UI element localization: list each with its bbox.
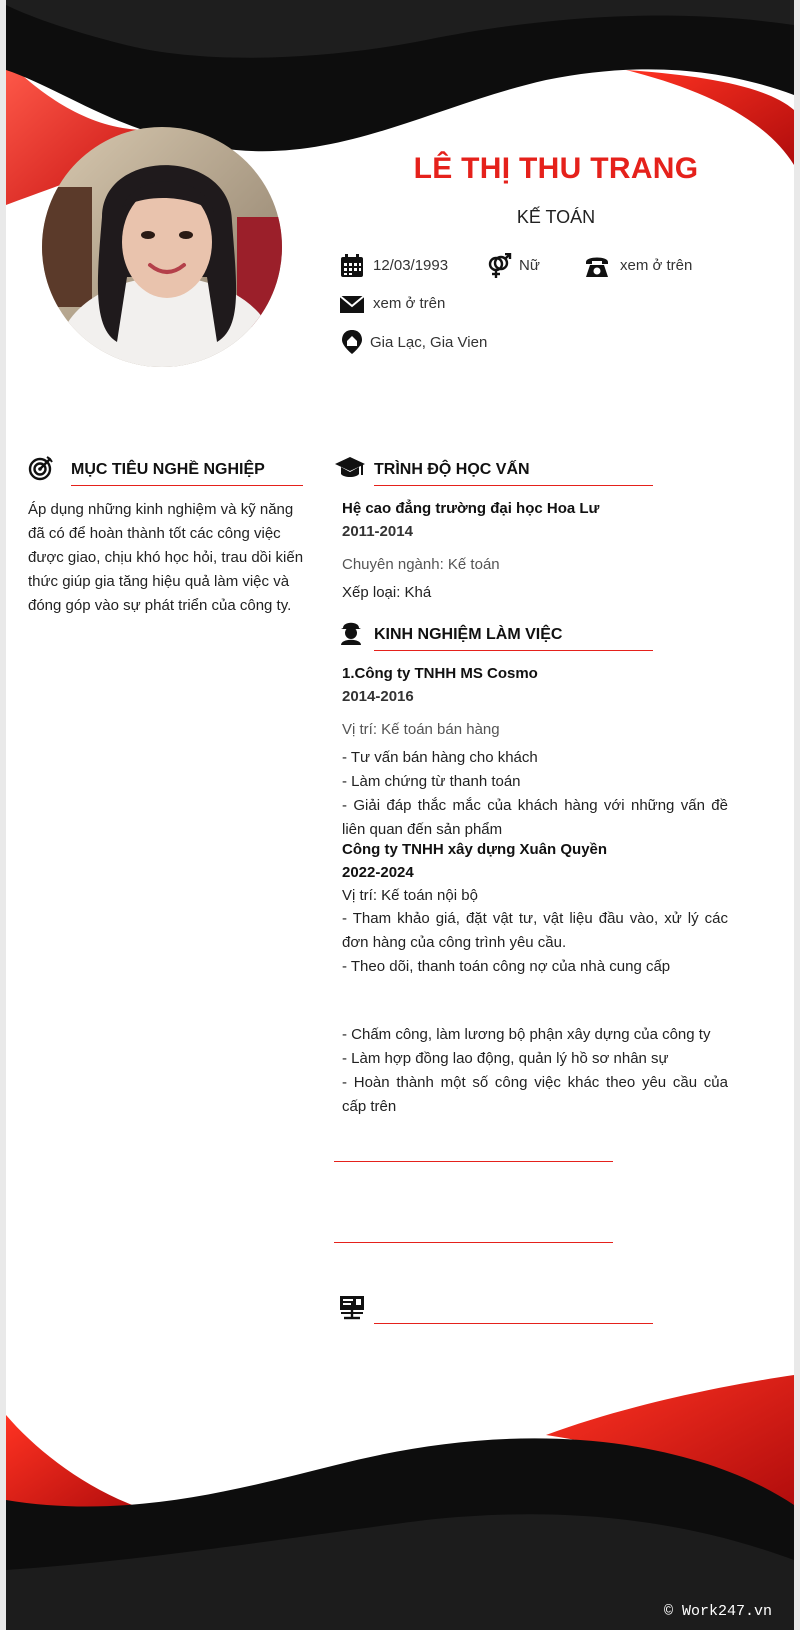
avatar (42, 127, 282, 367)
education-rank: Xếp loại: Khá (342, 584, 432, 601)
cv-page (6, 0, 794, 1630)
education-underline (374, 485, 653, 486)
calendar-icon (339, 253, 365, 279)
job2-duties (342, 907, 728, 979)
job2-duty: - Chấm công, làm lương bộ phận xây dựng của công ty (342, 1026, 711, 1043)
target-icon (28, 455, 54, 481)
job1-duty: - Làm chứng từ thanh toán (342, 773, 521, 790)
experience-underline (374, 650, 653, 651)
empty-section-underline (374, 1323, 653, 1324)
experience-title: KINH NGHIỆM LÀM VIỆC (374, 626, 563, 643)
footer-brand: © Work247.vn (663, 1603, 772, 1620)
job2-duty: - Theo dõi, thanh toán công nợ của nhà cung cấp (342, 958, 671, 975)
gender-icon (486, 253, 512, 279)
empty-section-underline (334, 1242, 613, 1243)
location-icon (339, 329, 365, 355)
job2-role: Vị trí: Kế toán nội bộ (342, 887, 478, 904)
job2-duties-more (342, 1023, 728, 1119)
objective-underline (71, 485, 303, 486)
phone-icon (584, 253, 610, 279)
objective-title: MỤC TIÊU NGHỀ NGHIỆP (71, 461, 265, 478)
phone: xem ở trên (620, 257, 693, 274)
job2-company: Công ty TNHH xây dựng Xuân Quyền (342, 841, 608, 858)
education-school: Hệ cao đẳng trường đại học Hoa Lư (342, 500, 600, 517)
job1-duty: - Giải đáp thắc mắc của khách hàng với những vấn đề liên quan đến sản phẩm (342, 797, 728, 838)
birthdate: 12/03/1993 (373, 257, 449, 274)
job2-period: 2022-2024 (342, 864, 414, 881)
education-major: Chuyên ngành: Kế toán (342, 556, 500, 573)
job-title: KẾ TOÁN (516, 207, 596, 227)
email: xem ở trên (373, 295, 446, 312)
job2-duty: - Làm hợp đồng lao động, quản lý hồ sơ nhân sự (342, 1050, 669, 1067)
address: Gia Lạc, Gia Vien (370, 334, 488, 351)
job1-duty: - Tư vấn bán hàng cho khách (342, 749, 538, 766)
presentation-board-icon (339, 1294, 365, 1320)
education-period: 2011-2014 (342, 523, 413, 540)
job1-period: 2014-2016 (342, 688, 414, 705)
job1-company: 1.Công ty TNHH MS Cosmo (342, 665, 538, 682)
graduation-cap-icon (334, 455, 366, 481)
candidate-name: LÊ THỊ THU TRANG (413, 152, 699, 185)
email-icon (339, 291, 365, 317)
job1-duties (342, 746, 728, 842)
empty-section-underline (334, 1161, 613, 1162)
job1-role: Vị trí: Kế toán bán hàng (342, 721, 500, 738)
job2-duty: - Tham khảo giá, đặt vật tư, vật liệu đầu vào, xử lý các đơn hàng của công trình yêu cầu. (342, 910, 728, 951)
job2-duty: - Hoàn thành một số công việc khác theo yêu cầu của cấp trên (342, 1074, 728, 1115)
footer-wave-decoration (6, 1370, 794, 1630)
gender: Nữ (519, 257, 540, 274)
worker-icon (338, 619, 364, 645)
objective-text: Áp dụng những kinh nghiệm và kỹ năng đã có để hoàn thành tốt các công việc được giao, chịu khó học hỏi, trau dồi kiến thức giúp gia tăng hiệu quả làm việc và đóng góp vào sự phát triển của công ty. (28, 501, 304, 614)
education-title: TRÌNH ĐỘ HỌC VẤN (374, 461, 530, 478)
